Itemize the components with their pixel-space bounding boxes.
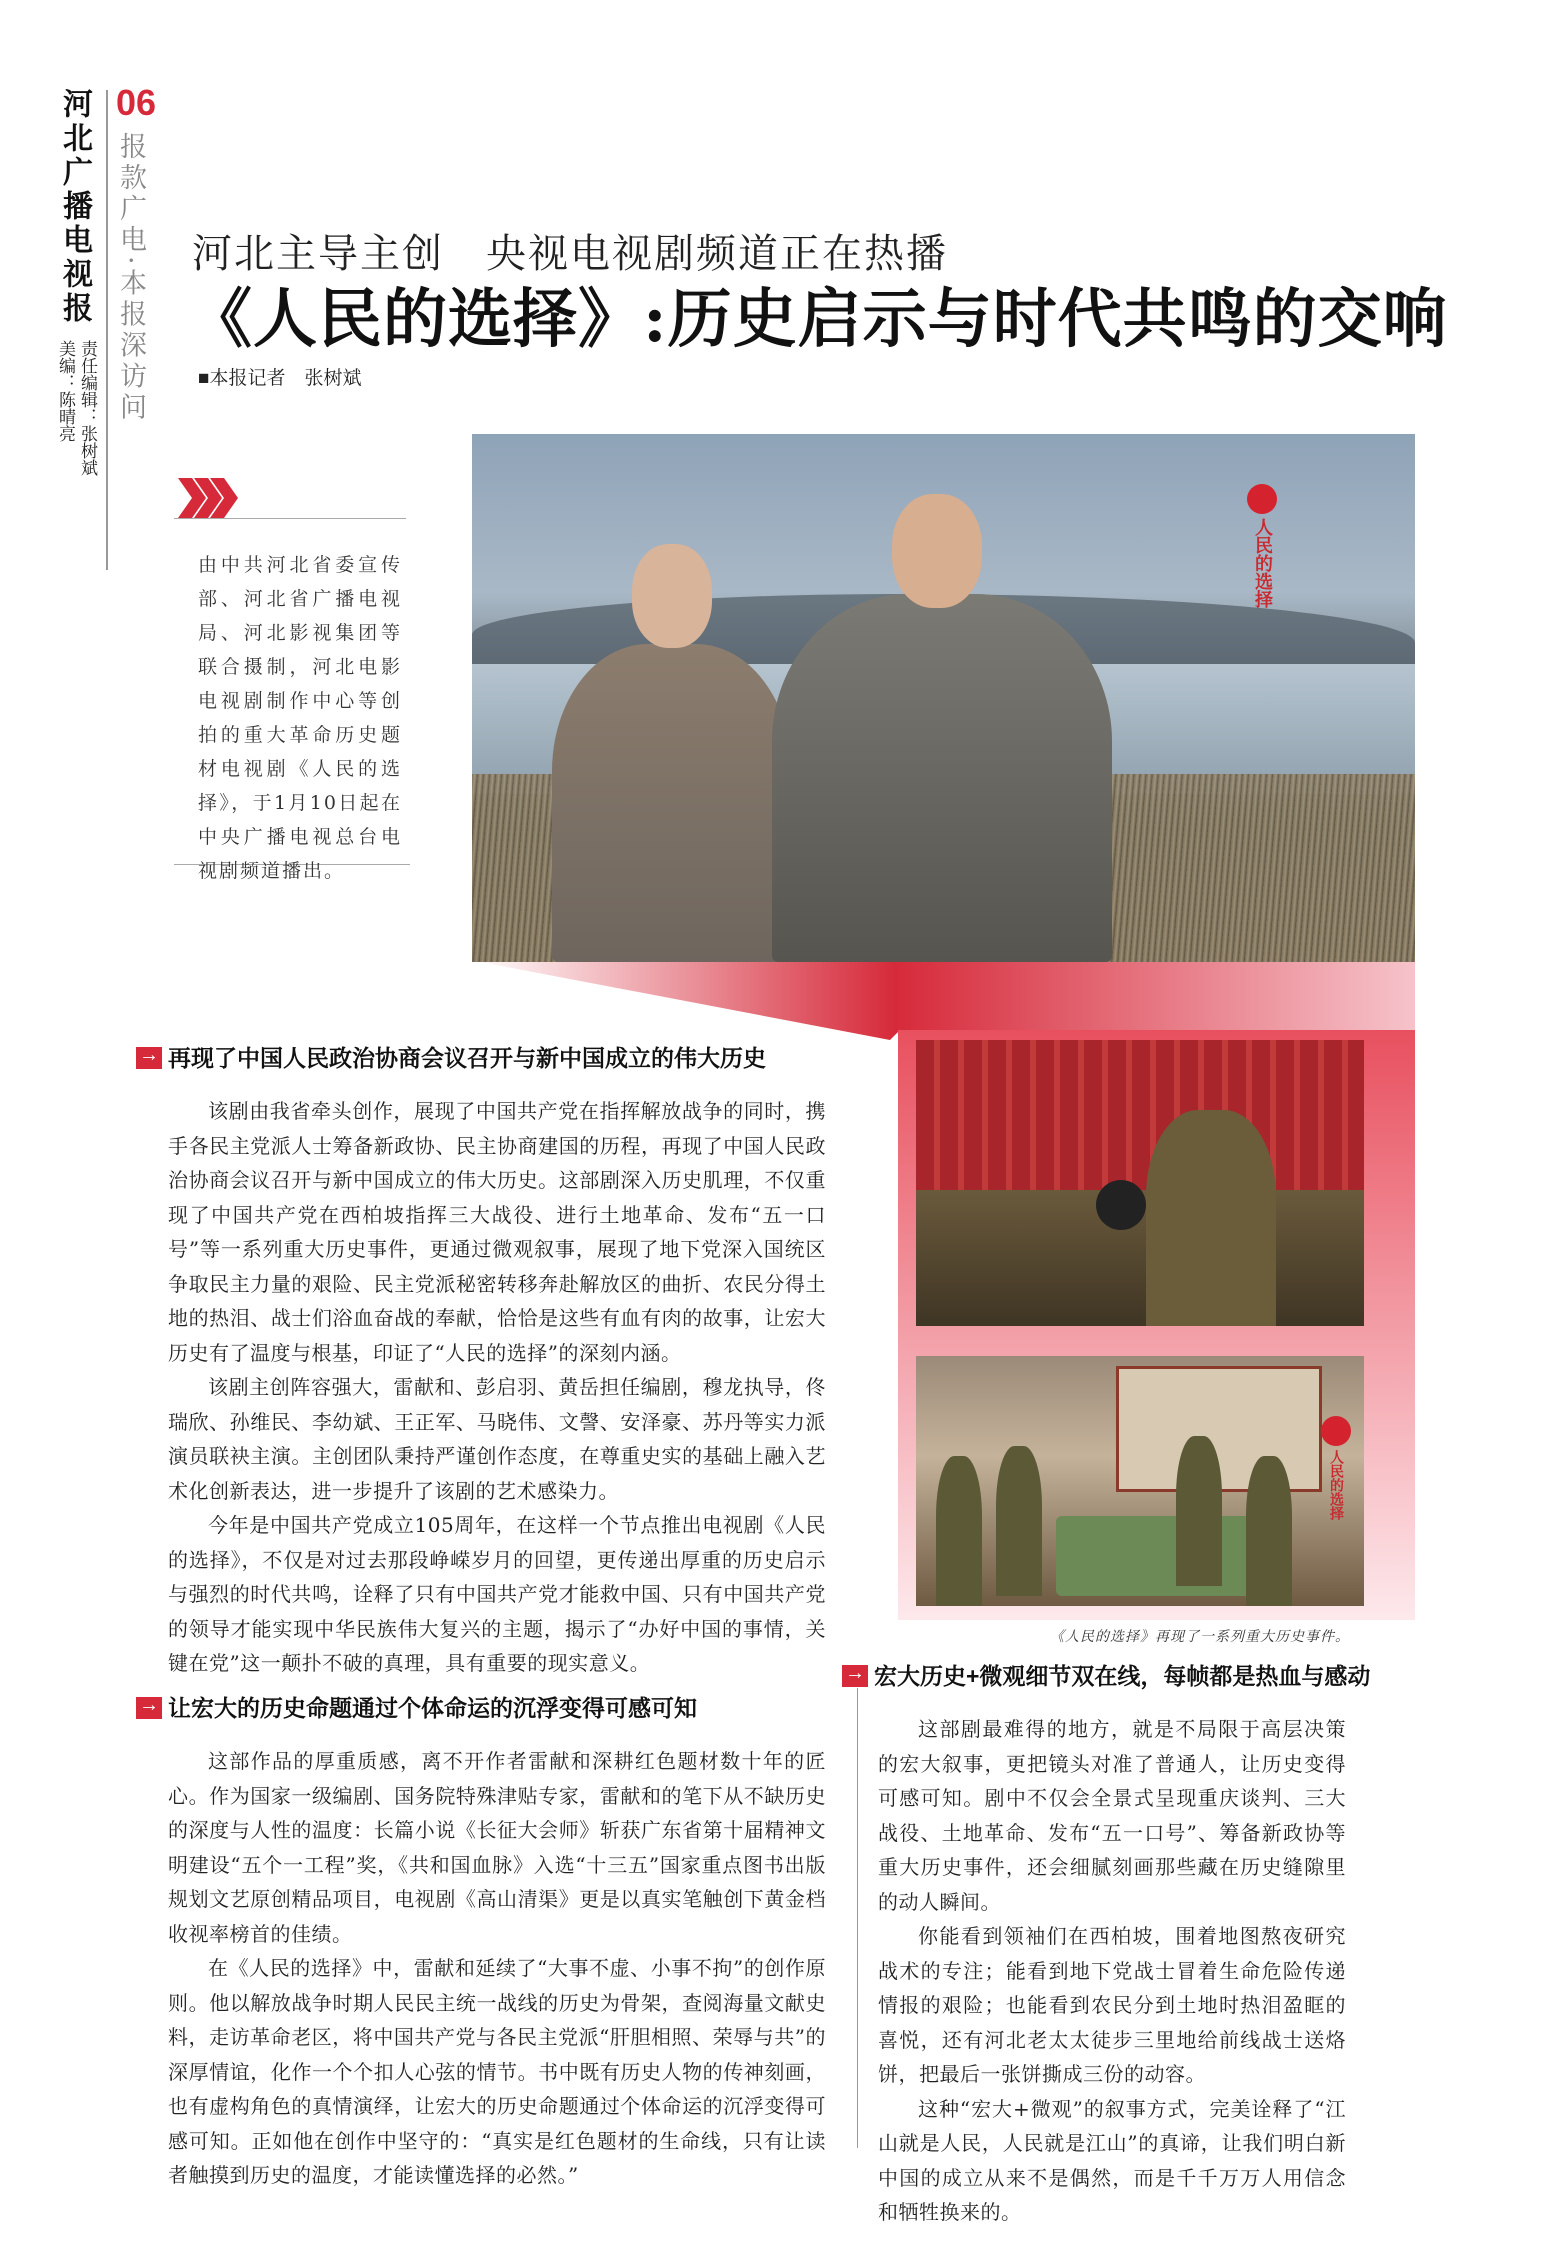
column-name: 报款广电·本报深访问 xyxy=(115,132,146,424)
paragraph: 这种“宏大+微观”的叙事方式，完美诠释了“江山就是人民，人民就是江山”的真谛，让我们明白新中国的成立从来不是偶然，而是千千万万人用信念和牺牲换来的。 xyxy=(878,2096,1346,2224)
paper-name: 河北广播电视报 xyxy=(57,88,92,326)
photo-speaker xyxy=(1146,1110,1276,1326)
photo-figure-right-head xyxy=(892,494,982,608)
paragraph: 在《人民的选择》中，雷献和延续了“大事不虚、小事不拘”的创作原则。他以解放战争时期人民民主统一战线的历史为骨架，查阅海量文献史料，走访革命老区，将中国共产党与各民主党派“肝胆相照、荣辱与共”的深厚情谊，化作一个个扣人心弦的情节。书中既有历史人物的传神刻画，也有虚构角色的真情演绎，让宏大的历史命题通过个体命运的沉浮变得可感可知。正如他在创作中坚守的：“真实是红色题材的生命线，只有让读者触摸到历史的温度，才能读懂选择的必然。” xyxy=(168,1956,826,2187)
paragraph: 该剧由我省牵头创作，展现了中国共产党在指挥解放战争的同时，携手各民主党派人士筹备新政协、民主协商建国的历程，再现了中国人民政治协商会议召开与新中国成立的伟大历史。这部剧深入历史肌理，不仅重现了中国共产党在西柏坡指挥三大战役、进行土地革命、发布“五一口号”等一系列重大历史事件，更通过微观叙事，展现了地下党深入国统区争取民主力量的艰险、民主党派秘密转移奔赴解放区的曲折、农民分得土地的热泪、战士们浴血奋战的奉献，恰恰是这些有血有肉的故事，让宏大历史有了温度与根基，印证了“人民的选择”的深刻内涵。 xyxy=(168,1099,826,1365)
section-heading-text: 再现了中国人民政治协商会议召开与新中国成立的伟大历史 xyxy=(168,1045,766,1071)
article-subhead: 河北主导主创 央视电视剧频道正在热播 xyxy=(192,231,948,277)
photo-soldier xyxy=(996,1446,1042,1596)
section-heading-3 xyxy=(842,1658,1370,1691)
photo-figure-left-head xyxy=(632,544,712,648)
section-body-3 xyxy=(878,1712,1346,2230)
section-heading-1 xyxy=(136,1040,766,1073)
drama-logo-text: 人民的选择 xyxy=(1252,518,1273,608)
photo-caption: 《人民的选择》再现了一系列重大历史事件。 xyxy=(1050,1629,1350,1645)
article-byline: ■本报记者 张树斌 xyxy=(198,368,362,389)
arrow-icon xyxy=(842,1665,868,1687)
photo-founding-ceremony xyxy=(916,1040,1364,1326)
paragraph: 这部剧最难得的地方，就是不局限于高层决策的宏大叙事，更把镜头对准了普通人，让历史变得可感可知。剧中不仅会全景式呈现重庆谈判、三大战役、土地革命、发布“五一口号”、筹备新政协等重大历史事件，还会细腻刻画那些藏在历史缝隙里的动人瞬间。 xyxy=(878,1717,1346,1914)
designer-line: 美编：陈晴亮 xyxy=(55,340,75,442)
section-body-2 xyxy=(168,1744,826,2193)
paragraph: 该剧主创阵容强大，雷献和、彭启羽、黄岳担任编剧，穆龙执导，佟瑞欣、孙维民、李幼斌、王正军、马晓伟、文謦、安泽豪、苏丹等实力派演员联袂主演。主创团队秉持严谨创作态度，在尊重史实的基础上融入艺术化创新表达，进一步提升了该剧的艺术感染力。 xyxy=(168,1375,826,1503)
red-star-icon xyxy=(1247,484,1277,514)
page-number: 06 xyxy=(116,82,157,123)
editor-credits xyxy=(55,340,98,476)
main-photo xyxy=(472,434,1415,962)
photo-soldier xyxy=(936,1456,982,1606)
drama-logo xyxy=(1232,484,1292,634)
section-body-1 xyxy=(168,1094,826,1681)
drama-logo-text: 人民的选择 xyxy=(1328,1450,1344,1520)
column-rule xyxy=(857,1688,858,2148)
drama-logo-small xyxy=(1306,1416,1364,1566)
masthead-divider xyxy=(106,90,108,570)
intro-box xyxy=(174,478,410,882)
intro-top-rule xyxy=(174,518,406,519)
red-star-icon xyxy=(1321,1416,1351,1446)
photo-figure-right xyxy=(772,594,1112,962)
section-heading-text: 让宏大的历史命题通过个体命运的沉浮变得可感可知 xyxy=(168,1695,697,1721)
photo-war-room xyxy=(916,1356,1364,1606)
arrow-icon xyxy=(136,1697,162,1719)
arrow-icon xyxy=(136,1047,162,1069)
paragraph: 这部作品的厚重质感，离不开作者雷献和深耕红色题材数十年的匠心。作为国家一级编剧、国务院特殊津贴专家，雷献和的笔下从不缺历史的深度与人性的温度：长篇小说《长征大会师》斩获广东省第十届精神文明建设“五个一工程”奖，《共和国血脉》入选“十三五”国家重点图书出版规划文艺原创精品项目，电视剧《高山清渠》更是以真实笔触创下黄金档收视率榜首的佳绩。 xyxy=(168,1749,826,1946)
paragraph: 今年是中国共产党成立105周年，在这样一个节点推出电视剧《人民的选择》，不仅是对过去那段峥嵘岁月的回望，更传递出厚重的历史启示与强烈的时代共鸣，诠释了只有中国共产党才能救中国、只有中国共产党的领导才能实现中华民族伟大复兴的主题，揭示了“办好中国的事情，关键在党”这一颠扑不破的真理，具有重要的现实意义。 xyxy=(168,1513,826,1675)
paragraph: 你能看到领袖们在西柏坡，围着地图熬夜研究战术的专注；能看到地下党战士冒着生命危险传递情报的艰险；也能看到农民分到土地时热泪盈眶的喜悦，还有河北老太太徒步三里地给前线战士送烙饼，把最后一张饼撕成三份的动容。 xyxy=(878,1924,1346,2086)
photo-soldier xyxy=(1246,1456,1292,1606)
intro-text: 由中共河北省委宣传部、河北省广播电视局、河北影视集团等联合摄制，河北电影电视剧制作中心等创拍的重大革命历史题材电视剧《人民的选择》，于1月10日起在中央广播电视总台电视剧频道播出。 xyxy=(198,554,402,882)
section-heading-text: 宏大历史+微观细节双在线，每帧都是热血与感动 xyxy=(874,1663,1371,1689)
microphone-icon xyxy=(1096,1180,1146,1230)
photo-soldier xyxy=(1176,1436,1222,1586)
photo-figure-left xyxy=(552,644,792,962)
article-headline: 《人民的选择》:历史启示与时代共鸣的交响 xyxy=(188,282,1448,357)
section-heading-2 xyxy=(136,1690,697,1723)
editor-line: 责任编辑：张树斌 xyxy=(77,340,97,476)
